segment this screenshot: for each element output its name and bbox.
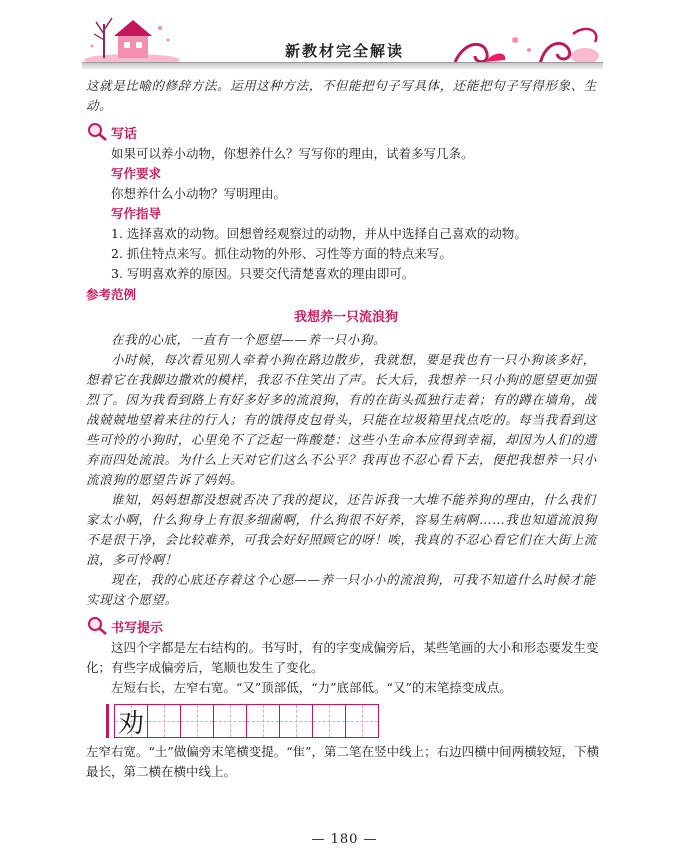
book-title: 新教材完全解读 <box>284 42 404 60</box>
grid-cell <box>345 704 379 738</box>
grid-cell <box>312 704 346 738</box>
grid-cell <box>279 704 313 738</box>
section-calligraphy-header <box>86 614 606 638</box>
essay-paragraph: 在我的心底，一直有一个愿望——养一只小狗。 <box>111 332 387 347</box>
page-header <box>0 0 689 74</box>
writing-grid <box>106 704 606 738</box>
section-title: 写话 <box>111 126 138 142</box>
grid-cell <box>180 704 214 738</box>
guide-item: 2. 抓住特点来写。抓住动物的外形、习性等方面的特点来写。 <box>111 246 452 261</box>
header-rule <box>82 62 603 69</box>
guide-item: 1. 选择喜欢的动物。回想曾经观察过的动物，并从中选择自己喜欢的动物。 <box>111 226 527 241</box>
grid-cell <box>147 704 181 738</box>
essay-paragraph: 现在，我的心底还存着这个心愿——养一只小小的流浪狗，可我不知道什么时候才能实现这个愿望。 <box>86 572 596 607</box>
guide-item: 3. 写明喜欢养的原因。只要交代清楚喜欢的理由即可。 <box>111 266 415 281</box>
section-writing-header <box>86 120 606 144</box>
page-number: — 180 — <box>311 832 378 847</box>
section-title: 书写提示 <box>111 620 164 636</box>
essay-paragraph: 小时候，每次看见别人牵着小狗在路边散步，我就想，要是我也有一只小狗该多好，想着它在我脚边撒欢的模样，我忍不住笑出了声。长大后，我想养一只小狗的愿望更加强烈了。因为我看到路上有好多好多的流浪狗，有的在街头孤独行走着；有的蹲在墙角，战战兢兢地望着来往的行人；有的饿得皮包骨头，只能在垃圾箱里找点吃的。每当我看到这些可怜的小狗时，心里免不了泛起一阵酸楚：这些小生命本应得到幸福，却因为人们的遗弃而四处流浪。为什么上天对它们这么不公平？我再也不忍心看下去，便把我想养一只小流浪狗的愿望告诉了妈妈。 <box>86 352 597 487</box>
calligraphy-text: 左窄右宽。“土”做偏旁末笔横变提。“隹”，第二笔在竖中线上；右边四横中间两横较短，下横最长，第二横在横中线上。 <box>86 744 600 779</box>
essay-paragraph: 谁知，妈妈想都没想就否决了我的提议，还告诉我一大堆不能养狗的理由，什么我们家太小啊，什么狗身上有很多细菌啊，什么狗很不好养，容易生病啊……我也知道流浪狗不是很干净，会比较难养，可我会好好照顾它的呀！唉，我真的不忍心看它们在大街上流浪，多可怜啊！ <box>86 492 597 567</box>
page-content <box>86 76 606 782</box>
requirement-text: 你想养什么小动物？写明理由。 <box>111 186 287 201</box>
grid-character: 劝 <box>117 708 144 739</box>
essay-title: 我想养一只流浪狗 <box>293 310 398 325</box>
magnifier-icon <box>86 616 108 636</box>
reference-heading: 参考范例 <box>86 287 137 302</box>
magnifier-icon <box>86 122 108 142</box>
calligraphy-text: 这四个字都是左右结构的。书写时，有的字变成偏旁后，某些笔画的大小和形态要发生变化；有些字成偏旁后，笔顺也发生了变化。 <box>86 640 599 675</box>
writing-prompt: 如果可以养小动物，你想养什么？写写你的理由，试着多写几条。 <box>111 146 474 161</box>
intro-paragraph: 这就是比喻的修辞方法。运用这种方法，不但能把句子写具体，还能把句子写得形象、生动。 <box>86 78 597 113</box>
calligraphy-text: 左短右长，左窄右宽。“又”顶部低，“力”底部低。“又”的末笔捺变成点。 <box>111 680 512 695</box>
grid-cell <box>114 704 148 738</box>
grid-cell <box>246 704 280 738</box>
grid-cell <box>213 704 247 738</box>
requirement-heading: 写作要求 <box>111 166 162 181</box>
guide-heading: 写作指导 <box>111 206 162 221</box>
